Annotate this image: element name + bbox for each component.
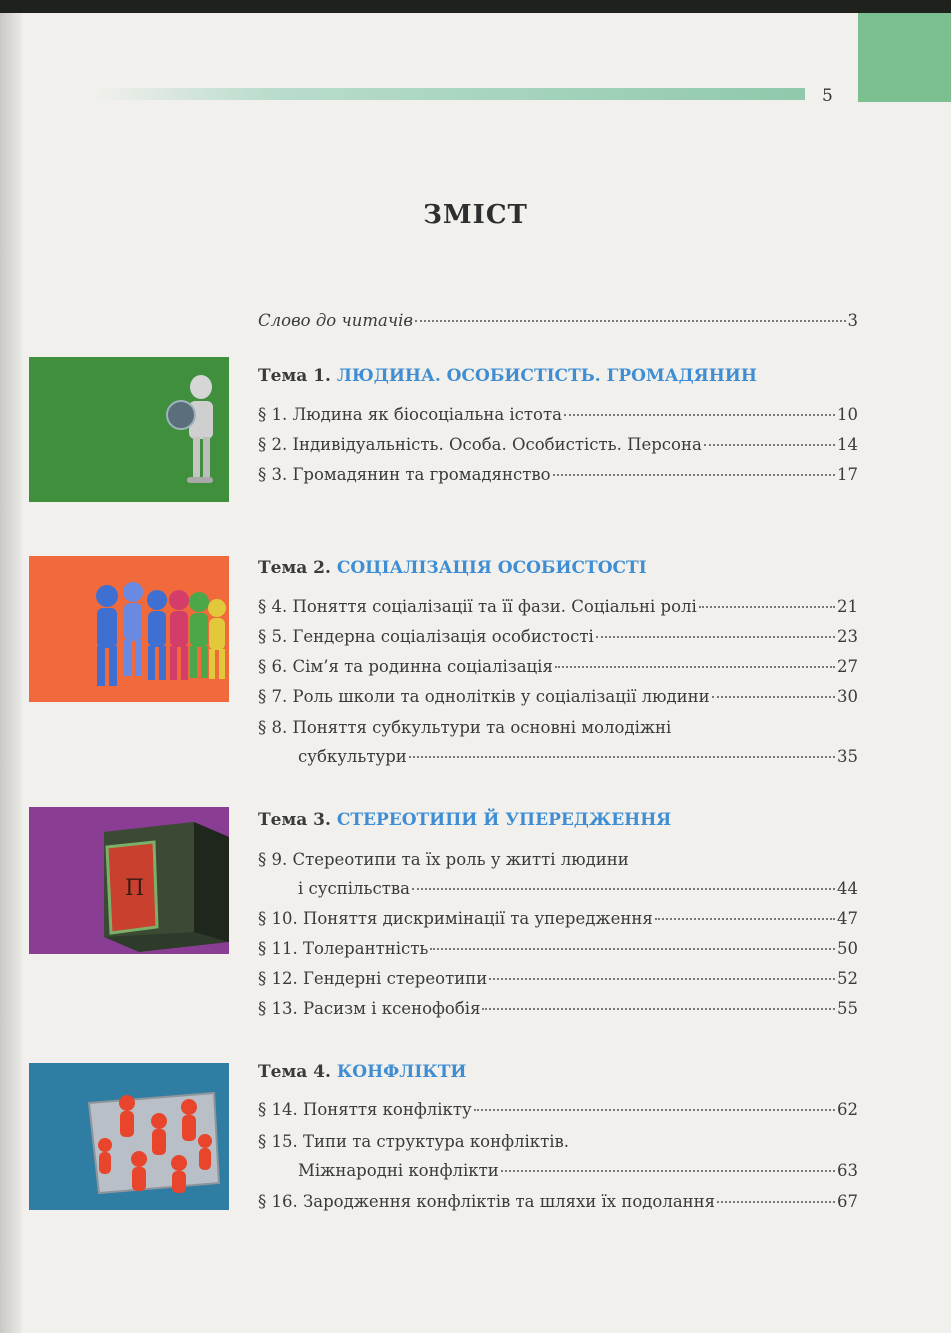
toc-entry-section-13[interactable] [258, 999, 858, 1025]
toc-entry-page: 30 [837, 687, 858, 706]
dot-leader [501, 1170, 835, 1172]
svg-text:Π: Π [125, 876, 145, 901]
toc-entry-page: 50 [837, 939, 858, 958]
toc-entry-section-10[interactable] [258, 909, 858, 935]
page-number: 5 [822, 86, 833, 106]
toc-entry-section-5[interactable] [258, 627, 858, 653]
topic-3-heading[interactable] [258, 810, 671, 830]
toc-entry-text: субкультури [298, 747, 407, 766]
topic-label: Тема 1. [258, 366, 331, 386]
toc-entry-section-4[interactable] [258, 597, 858, 623]
toc-entry-page: 52 [837, 969, 858, 988]
toc-entry-foreword[interactable] [258, 311, 858, 337]
toc-entry-text: і суспільства [298, 879, 410, 898]
topic-name: КОНФЛІКТИ [336, 1062, 467, 1082]
toc-entry-text: Слово до читачів [258, 311, 414, 330]
dot-leader [489, 978, 835, 980]
toc-entry-page: 23 [837, 627, 858, 646]
dot-leader [655, 918, 835, 920]
toc-entry-section-7[interactable] [258, 687, 858, 713]
dot-leader [482, 1008, 835, 1010]
toc-entry-page: 62 [837, 1100, 858, 1119]
dot-leader [712, 696, 835, 698]
dot-leader [704, 444, 835, 446]
dot-leader [409, 756, 835, 758]
toc-entry-page: 44 [837, 879, 858, 898]
topic-1-heading[interactable] [258, 366, 757, 386]
toc-entry-section-15[interactable] [298, 1161, 858, 1187]
toc-entry-page: 35 [837, 747, 858, 766]
toc-entry-page: 21 [837, 597, 858, 616]
toc-entry-page: 27 [837, 657, 858, 676]
toc-entry-text: § 12. Гендерні стереотипи [258, 969, 488, 988]
toc-entry-text: § 10. Поняття дискримінації та упередження [258, 909, 653, 928]
toc-entry-page: 63 [837, 1161, 858, 1180]
page-title: ЗМІСТ [423, 200, 528, 230]
dot-leader [415, 320, 845, 322]
dot-leader [717, 1201, 835, 1203]
topic-3-illustration [29, 807, 229, 954]
topic-2-illustration [29, 556, 229, 702]
dot-leader [564, 414, 835, 416]
toc-entry-section-9-line-1[interactable]: § 9. Стереотипи та їх роль у житті людини [258, 850, 629, 869]
dot-leader [555, 666, 835, 668]
toc-entry-section-9[interactable] [298, 879, 858, 905]
toc-entry-section-2[interactable] [258, 435, 858, 461]
topic-label: Тема 2. [258, 558, 331, 578]
toc-entry-section-15-line-1[interactable]: § 15. Типи та структура конфліктів. [258, 1132, 570, 1151]
toc-entry-text: § 11. Толерантність [258, 939, 429, 958]
corner-color-tab [858, 13, 951, 102]
toc-entry-section-8-line-1[interactable]: § 8. Поняття субкультури та основні молодіжні [258, 718, 672, 737]
topic-name: СТЕРЕОТИПИ Й УПЕРЕДЖЕННЯ [336, 810, 672, 830]
toc-entry-section-14[interactable] [258, 1100, 858, 1126]
toc-entry-page: 14 [837, 435, 858, 454]
dot-leader [474, 1109, 835, 1111]
toc-entry-section-6[interactable] [258, 657, 858, 683]
toc-entry-section-8[interactable] [298, 747, 858, 773]
toc-entry-text: § 1. Людина як біосоціальна істота [258, 405, 562, 424]
toc-entry-page: 55 [837, 999, 858, 1018]
dot-leader [412, 888, 835, 890]
topic-2-heading[interactable] [258, 558, 647, 578]
toc-entry-section-16[interactable] [258, 1192, 858, 1218]
toc-entry-text: § 13. Расизм і ксенофобія [258, 999, 481, 1018]
header-gradient-bar [95, 88, 805, 100]
topic-name: ЛЮДИНА. ОСОБИСТІСТЬ. ГРОМАДЯНИН [336, 366, 757, 386]
toc-entry-text: § 16. Зародження конфліктів та шляхи їх подолання [258, 1192, 716, 1211]
toc-entry-page: 47 [837, 909, 858, 928]
topic-4-heading[interactable] [258, 1062, 466, 1082]
toc-entry-text: § 6. Сім’я та родинна соціалізація [258, 657, 553, 676]
toc-entry-page: 17 [837, 465, 858, 484]
toc-entry-section-3[interactable] [258, 465, 858, 491]
toc-entry-page: 3 [847, 311, 858, 330]
dot-leader [596, 636, 835, 638]
toc-entry-section-1[interactable] [258, 405, 858, 431]
topic-4-illustration [29, 1063, 229, 1210]
topic-label: Тема 4. [258, 1062, 331, 1082]
topic-1-illustration [29, 357, 229, 502]
toc-entry-section-12[interactable] [258, 969, 858, 995]
toc-entry-text: Міжнародні конфлікти [298, 1161, 499, 1180]
scan-top-edge [0, 0, 951, 13]
toc-entry-page: 67 [837, 1192, 858, 1211]
dot-leader [430, 948, 835, 950]
topic-name: СОЦІАЛІЗАЦІЯ ОСОБИСТОСТІ [336, 558, 647, 578]
toc-entry-text: § 3. Громадянин та громадянство [258, 465, 551, 484]
toc-entry-text: § 14. Поняття конфлікту [258, 1100, 472, 1119]
toc-entry-text: § 5. Гендерна соціалізація особистості [258, 627, 594, 646]
toc-entry-text: § 2. Індивідуальність. Особа. Особистість. Персона [258, 435, 702, 454]
topic-label: Тема 3. [258, 810, 331, 830]
toc-entry-section-11[interactable] [258, 939, 858, 965]
toc-entry-page: 10 [837, 405, 858, 424]
toc-entry-text: § 7. Роль школи та однолітків у соціалізації людини [258, 687, 710, 706]
dot-leader [553, 474, 835, 476]
dot-leader [699, 606, 835, 608]
toc-entry-text: § 4. Поняття соціалізації та її фази. Соціальні ролі [258, 597, 697, 616]
